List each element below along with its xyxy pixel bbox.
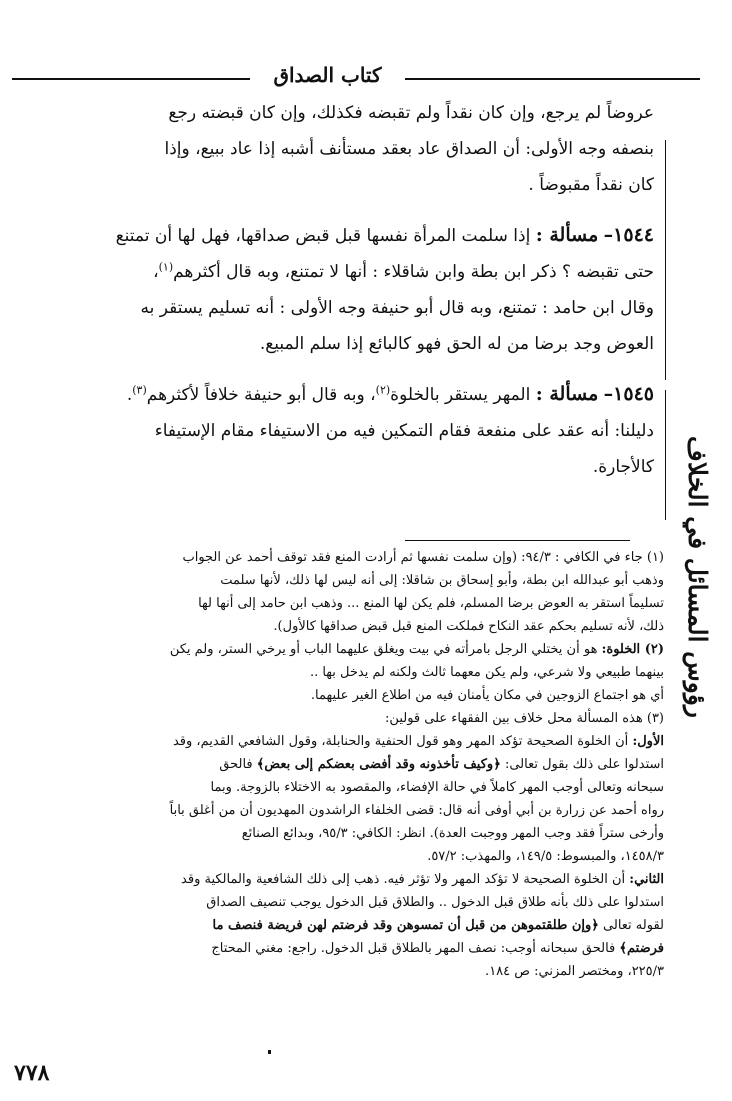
footnote-line: سبحانه وتعالى أوجب المهر كاملاً في حالة الإفضاء، والمقصود به الاختلاء بالزوجة. وبما [210,780,664,795]
footnote-line: تسليماً استقر به العوض برضا المسلم، فلم يكن لها المنع ... وذهب ابن حامد إلى أنها لها [198,596,664,611]
footnote-line: أي هو اجتماع الزوجين في مكان يأمنان فيه من اطلاع الغير عليهما. [310,688,664,703]
question-text: إذا سلمت المرأة نفسها قبل قبض صداقها، فهل لها أن تمتنع [115,226,531,246]
question-label: مسألة : [535,383,599,405]
footnote-line: رواه أحمد عن زرارة بن أبي أوفى أنه قال: قضى الخلفاء الراشدون المهديون أن من أغلق باباً [169,803,664,818]
footnote-text: فالحق سبحانه أوجب: نصف المهر بالطلاق قبل الدخول. راجع: مغني المحتاج [211,941,620,956]
footnote-line: ذلك، لأنه تسليم بحكم عقد النكاح فملكت المنع قبل قبض صداقها كالأول). [273,619,664,634]
text-line: العوض وجد برضا من له الحق فهو كالبائع إذا سلم المبيع. [259,334,654,354]
text-span: ، [153,262,159,282]
footnote-line [14,753,664,776]
footnote-line [14,914,664,937]
footnote-text: أن الخلوة الصحيحة لا تؤكد المهر ولا تؤثر فيه. ذهب إلى ذلك الشافعية والمالكية وقد [181,872,626,887]
question-1545 [14,376,654,413]
question-number: ١٥٤٤– [603,224,654,246]
footnote-line [14,730,664,753]
main-text [14,95,654,485]
footnote-text: هو أن يختلي الرجل بامرأته في بيت ويغلق عليهما الباب أو يرخي الستر، ولم يكن [169,642,598,657]
footnote-text: أن الخلوة الصحيحة تؤكد المهر وهو قول الحنفية والحنابلة، وقول الشافعي القديم، وقد [172,734,629,749]
text-line [14,254,654,290]
footnote-line: ٢٢٥/٣، ومختصر المزني: ص ١٨٤. [485,964,664,979]
footnote-ref[interactable]: (٢) [375,383,391,397]
print-mark [268,1050,271,1054]
footnote-separator [405,540,630,541]
footnote-text: لقوله تعالى [598,918,664,933]
text-line: دليلنا: أنه عقد على منفعة فقام التمكين فيه من الاستيفاء مقام الإستيفاء [154,421,654,441]
page-number: ٧٧٨ [14,1060,50,1086]
footnote-line: وذهب أبو عبدالله ابن بطة، وأبو إسحاق بن شاقلا: إلى أنه ليس لها ذلك، لأنها سلمت [220,573,664,588]
footnote-term: (٢) الخلوة: [601,642,664,657]
footnote-text: فالحق [219,757,257,772]
quran-quote: فرضتم﴾ [619,941,664,956]
margin-rule [665,390,666,520]
text-line: كان نقداً مقبوضاً . [528,175,654,195]
footnote-line: وأرخى ستراً فقد وجب المهر ووجبت العدة). انظر: الكافي: ٩٥/٣، وبدائع الصنائع [241,826,664,841]
footnote-line: (١) جاء في الكافي : ٩٤/٣: (وإن سلمت نفسها ثم أرادت المنع فقد توقف أحمد عن الجواب [182,550,664,565]
footnote-line [14,937,664,960]
footnote-term: الثاني: [629,872,664,887]
footnote-line: (٣) هذه المسألة محل خلاف بين الفقهاء على قولين: [385,711,664,726]
footnote-line [14,868,664,891]
margin-rule [665,140,666,380]
question-text: . [126,385,133,405]
question-text: ، وبه قال أبو حنيفة خلافاً لأكثرهم [146,385,376,405]
text-line: بنصفه وجه الأولى: أن الصداق عاد بعقد مستأنف أشبه إذا عاد ببيع، وإذا [164,139,654,159]
question-1544 [14,217,654,254]
quran-quote: ﴿وكيف تأخذونه وقد أفضى بعضكم إلى بعض﴾ [256,757,501,772]
footnote-ref[interactable]: (٣) [132,383,147,397]
footnote-ref[interactable]: (١) [158,260,174,274]
footnote-term: الأول: [632,734,664,749]
footnote-line: بينهما طبيعي ولا شرعي، ولم يكن معهما ثالث ولكنه لم يدخل بها .. [309,665,664,680]
text-line: عروضاً لم يرجع، وإن كان نقداً ولم تقبضه فكذلك، وإن كان قبضته رجع [168,103,654,123]
text-line: كالأجارة. [592,457,654,477]
question-label: مسألة : [535,224,599,246]
text-span: حتى تقبضه ؟ ذكر ابن بطة وابن شاقلاء : أنها لا تمتنع، وبه قال أكثرهم [173,262,654,282]
footnote-text: استدلوا على ذلك بقول تعالى: [500,757,664,772]
page-header-title: كتاب الصداق [250,58,405,92]
book-title-side: رؤوس المسائل في الخلاف [683,436,712,718]
question-text: المهر يستقر بالخلوة [390,385,531,405]
footnotes [14,546,664,983]
question-number: ١٥٤٥– [603,383,654,405]
quran-quote: ﴿وإن طلقتموهن من قبل أن تمسوهن وقد فرضتم لهن فريضة فنصف ما [212,918,599,933]
footnote-line: استدلوا على ذلك بأنه طلاق قبل الدخول .. والطلاق قبل الدخول يوجب تنصيف الصداق [206,895,664,910]
footnote-line: ١٤٥٨/٣، والمبسوط: ١٤٩/٥، والمهذب: ٥٧/٢. [427,849,664,864]
footnote-line [14,638,664,661]
text-line: وقال ابن حامد : تمتنع، وبه قال أبو حنيفة وجه الأولى : أنه تسليم يستقر به [140,298,654,318]
